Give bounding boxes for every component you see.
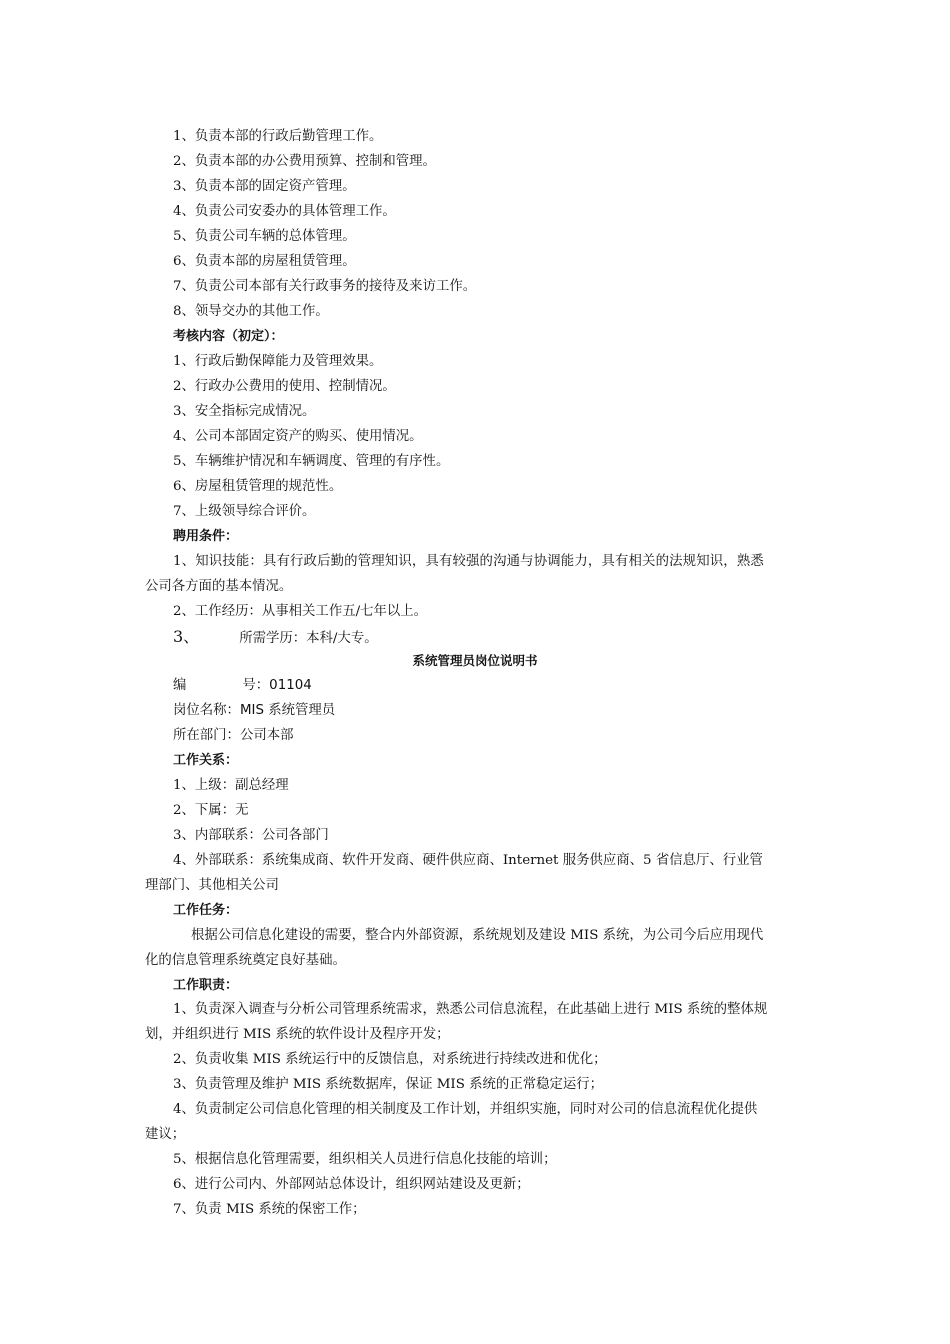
code-label-b: 号： — [242, 678, 270, 693]
assessment-item: 7、上级领导综合评价。 — [173, 504, 316, 519]
duty-item: 1、负责本部的行政后勤管理工作。 — [173, 129, 383, 144]
code-label-a: 编 — [173, 678, 187, 693]
assessment-item: 1、行政后勤保障能力及管理效果。 — [173, 354, 383, 369]
duties-item-1-cont: 划，并组织进行 MIS 系统的软件设计及程序开发； — [145, 1027, 450, 1042]
relations-item: 2、下属：无 — [173, 803, 249, 818]
duty-item: 2、负责本部的办公费用预算、控制和管理。 — [173, 154, 436, 169]
duties-item-3: 3、负责管理及维护 MIS 系统数据库，保证 MIS 系统的正常稳定运行； — [173, 1077, 604, 1092]
task-heading: 工作任务： — [173, 903, 239, 918]
code-value: 01104 — [269, 678, 312, 693]
task-text: 根据公司信息化建设的需要，整合内外部资源，系统规划及建设 MIS 系统，为公司今后应用现代 — [191, 928, 764, 943]
duties-item-6: 6、进行公司内、外部网站总体设计，组织网站建设及更新； — [173, 1177, 530, 1192]
department-row: 所在部门：公司本部 — [173, 728, 294, 743]
duties-item-4-cont: 建议； — [145, 1127, 186, 1142]
position-value: MIS 系统管理员 — [239, 703, 336, 718]
duties-item-5: 5、根据信息化管理需要，组织相关人员进行信息化技能的培训； — [173, 1152, 557, 1167]
duties-heading: 工作职责： — [173, 978, 239, 993]
hiring-item-1: 1、知识技能：具有行政后勤的管理知识，具有较强的沟通与协调能力，具有相关的法规知识，熟悉 — [173, 554, 764, 569]
hiring-item-3-text: 所需学历：本科/大专。 — [239, 631, 378, 646]
duty-item: 5、负责公司车辆的总体管理。 — [173, 229, 356, 244]
assessment-item: 5、车辆维护情况和车辆调度、管理的有序性。 — [173, 454, 450, 469]
duties-item-4: 4、负责制定公司信息化管理的相关制度及工作计划，并组织实施，同时对公司的信息流程优化提供 — [173, 1102, 758, 1117]
assessment-item: 3、安全指标完成情况。 — [173, 404, 316, 419]
duty-item: 3、负责本部的固定资产管理。 — [173, 179, 356, 194]
relations-item: 3、内部联系：公司各部门 — [173, 828, 329, 843]
duty-item: 8、领导交办的其他工作。 — [173, 304, 329, 319]
assessment-heading: 考核内容（初定）： — [173, 329, 284, 344]
task-text-cont: 化的信息管理系统奠定良好基础。 — [145, 953, 346, 968]
relations-item-4: 4、外部联系：系统集成商、软件开发商、硬件供应商、Internet 服务供应商、5 省信息厅、行业管 — [173, 853, 763, 868]
assessment-item: 4、公司本部固定资产的购买、使用情况。 — [173, 429, 423, 444]
hiring-item-3 — [173, 628, 378, 648]
code-row — [173, 677, 312, 695]
hiring-heading: 聘用条件： — [173, 529, 239, 544]
duties-item-7: 7、负责 MIS 系统的保密工作； — [173, 1202, 366, 1217]
duties-item-1: 1、负责深入调查与分析公司管理系统需求，熟悉公司信息流程，在此基础上进行 MIS 系统的整体规 — [173, 1002, 768, 1017]
hiring-item-1-cont: 公司各方面的基本情况。 — [145, 579, 293, 594]
duty-item: 7、负责公司本部有关行政事务的接待及来访工作。 — [173, 279, 477, 294]
relations-item-4-cont: 理部门、其他相关公司 — [145, 878, 279, 893]
position-label: 岗位名称： — [173, 703, 240, 718]
hiring-item-2: 2、工作经历：从事相关工作五/七年以上。 — [173, 604, 428, 619]
relations-heading: 工作关系： — [173, 753, 239, 768]
duty-item: 6、负责本部的房屋租赁管理。 — [173, 254, 356, 269]
assessment-item: 2、行政办公费用的使用、控制情况。 — [173, 379, 396, 394]
duties-item-2: 2、负责收集 MIS 系统运行中的反馈信息，对系统进行持续改进和优化； — [173, 1052, 607, 1067]
position-row — [173, 702, 335, 720]
hiring-item-3-number: 3、 — [173, 627, 200, 646]
assessment-item: 6、房屋租赁管理的规范性。 — [173, 479, 343, 494]
relations-item: 1、上级：副总经理 — [173, 778, 289, 793]
document-title: 系统管理员岗位说明书 — [412, 653, 538, 668]
duty-item: 4、负责公司安委办的具体管理工作。 — [173, 204, 396, 219]
